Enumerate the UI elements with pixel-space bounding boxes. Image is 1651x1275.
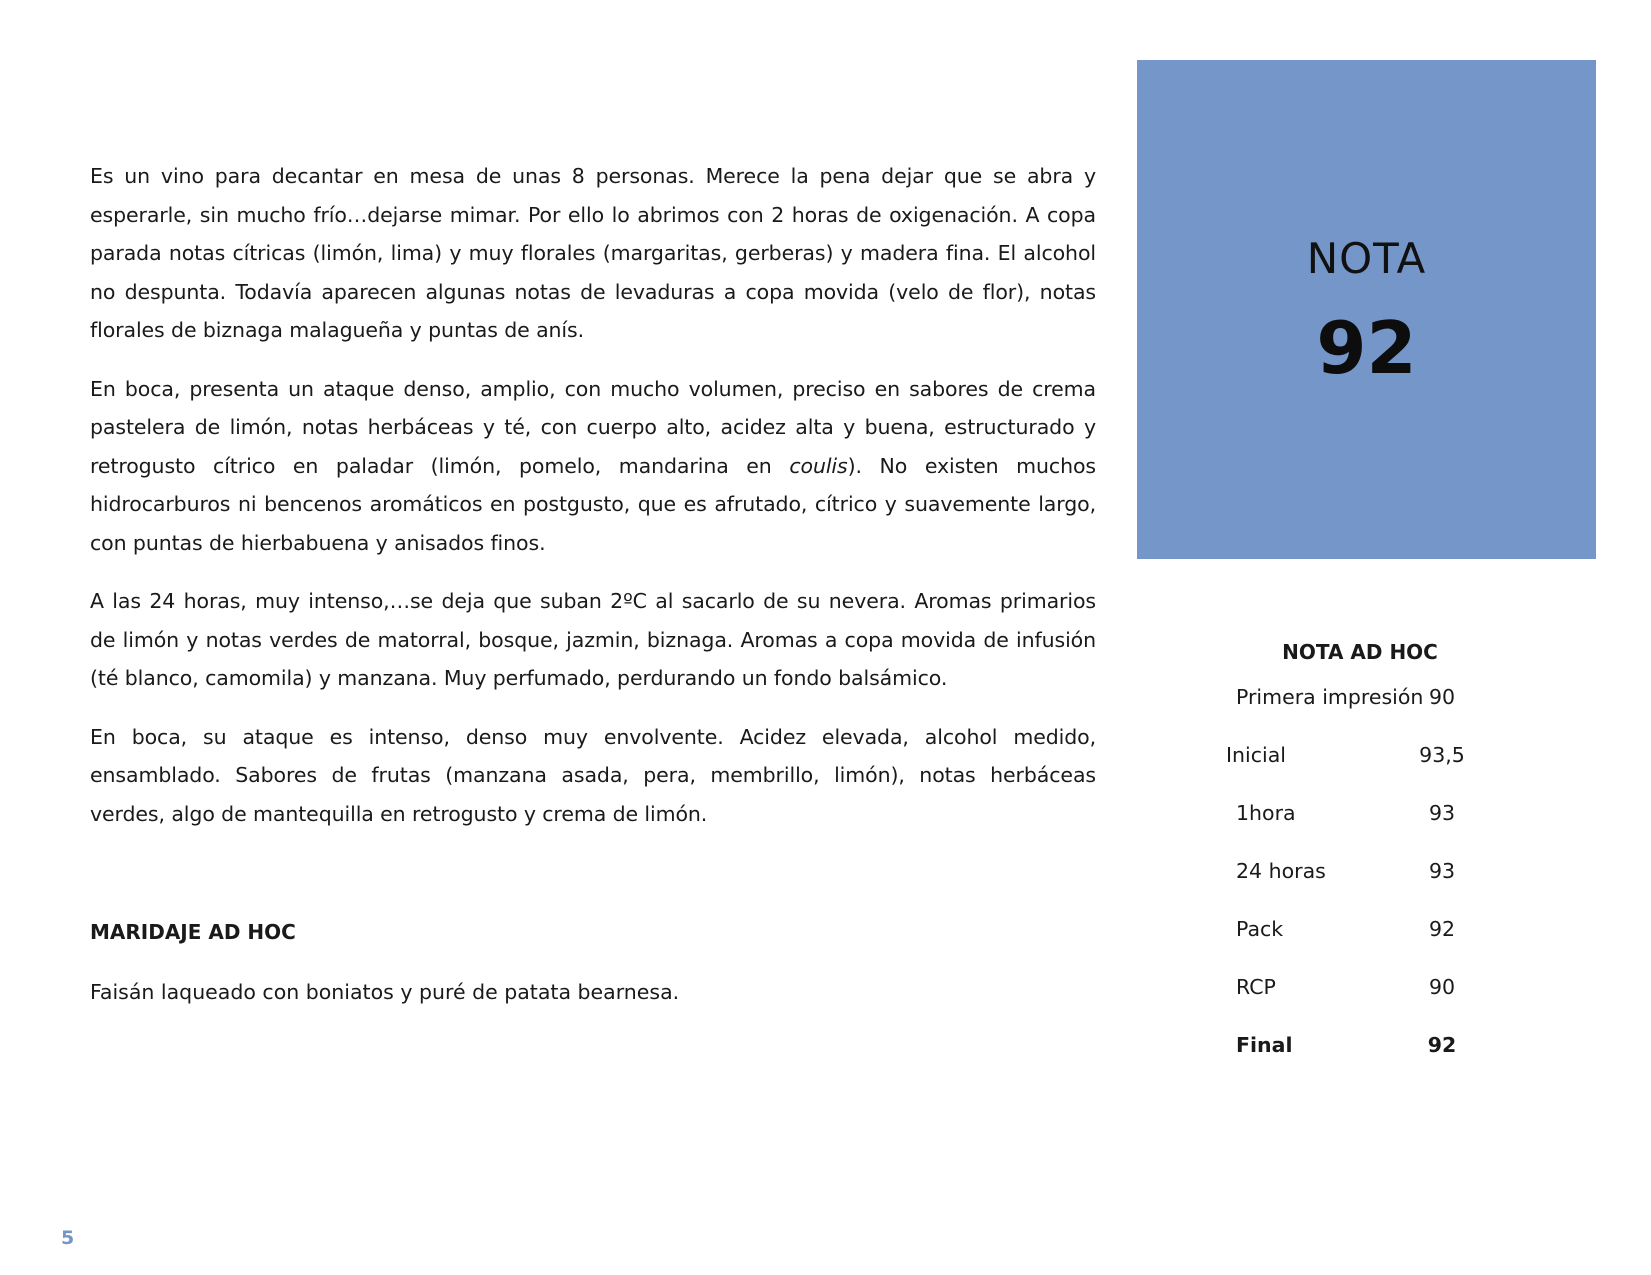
score-row-label: 1hora (1236, 801, 1296, 825)
score-value: 92 (1316, 306, 1417, 390)
paragraph-24h-palate: En boca, su ataque es intenso, denso muy envolvente. Acidez elevada, alcohol medido, ensamblado. Sabores de frutas (manzana asada, pera, membrillo, limón), notas herbáceas verdes, algo de mantequilla en retrogusto y crema de limón. (90, 724, 1096, 826)
score-row-1hora (1226, 801, 1506, 831)
paragraph-palate-part2: ). No existen muchos hidrocarburos ni bencenos aromáticos en postgusto, que es afrutado, cítrico y suavemente largo, con puntas de hierbabuena y anisados finos. (90, 453, 1097, 555)
score-row-value: 93 (1428, 801, 1456, 825)
paragraph-palate-part1: En boca, presenta un ataque denso, amplio, con mucho volumen, preciso en sabores de crema pastelera de limón, notas herbáceas y té, con cuerpo alto, acidez alta y buena, estructurado y retrogusto cítrico en paladar (limón, pomelo, mandarina en (90, 376, 1096, 478)
score-row-inicial (1226, 743, 1506, 773)
score-row-label: 24 horas (1236, 859, 1326, 883)
score-row-label: Inicial (1226, 743, 1286, 767)
tasting-notes (90, 157, 1096, 853)
paragraph-24h-nose: A las 24 horas, muy intenso,…se deja que suban 2ºC al sacarlo de su nevera. Aromas primarios de limón y notas verdes de matorral, bosque, jazmin, biznaga. Aromas a copa movida de infusión (té blanco, camomila) y manzana. Muy perfumado, perdurando un fondo balsámico. (90, 589, 1096, 690)
score-row-final (1226, 1033, 1506, 1063)
page-number: 5 (61, 1227, 75, 1249)
score-row-24-horas (1226, 859, 1506, 889)
score-row-label: Pack (1236, 917, 1284, 941)
paragraph-palate (90, 370, 1096, 563)
score-row-rcp (1226, 975, 1506, 1005)
score-box (1137, 60, 1596, 559)
score-row-value: 93,5 (1419, 743, 1465, 767)
score-row-label: Primera impresión (1236, 685, 1424, 709)
score-row-primera-impresion (1226, 685, 1506, 715)
maridaje-heading: MARIDAJE AD HOC (90, 920, 296, 944)
paragraph-nose: Es un vino para decantar en mesa de unas 8 personas. Merece la pena dejar que se abra y esperarle, sin mucho frío…dejarse mimar. Por ello lo abrimos con 2 horas de oxigenación. A copa parada notas cítricas (limón, lima) y muy florales (margaritas, gerberas) y madera fina. El alcohol no despunta. Todavía aparecen algunas notas de levaduras a copa movida (velo de flor), notas florales de biznaga malagueña y puntas de anís. (90, 164, 1096, 342)
score-row-value: 90 (1428, 975, 1456, 999)
maridaje-text: Faisán laqueado con boniatos y puré de patata bearnesa. (90, 980, 680, 1004)
score-row-value: 90 (1428, 685, 1456, 709)
adhoc-score-title: NOTA AD HOC (1282, 640, 1438, 664)
paragraph-palate-italic: coulis (789, 453, 848, 478)
score-label: NOTA (1306, 234, 1427, 283)
score-row-label: Final (1236, 1033, 1293, 1057)
score-row-pack (1226, 917, 1506, 947)
score-row-value: 92 (1427, 1033, 1457, 1057)
score-row-value: 93 (1428, 859, 1456, 883)
score-row-label: RCP (1236, 975, 1276, 999)
score-row-value: 92 (1428, 917, 1456, 941)
